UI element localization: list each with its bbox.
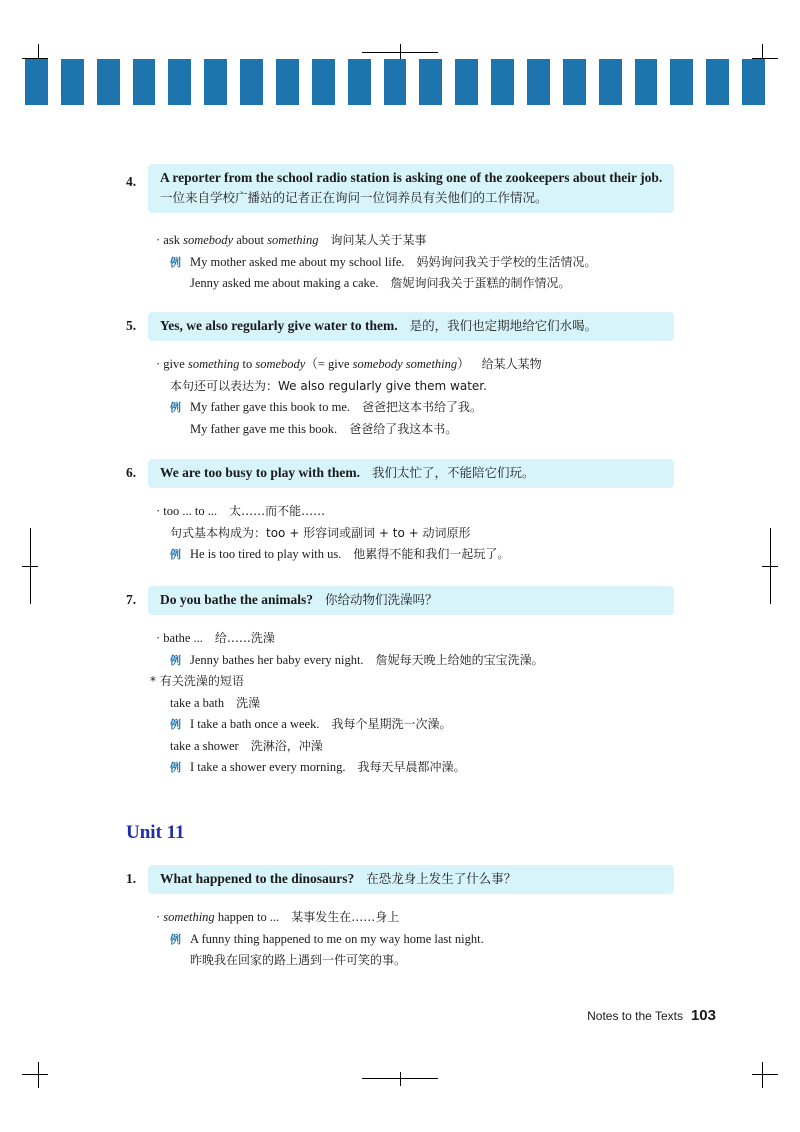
sentence-chinese: 在恐龙身上发生了什么事？ — [366, 871, 517, 886]
sentence-chinese: 我们太忙了，不能陪它们玩。 — [372, 465, 535, 480]
crop-mark — [400, 44, 401, 60]
sentence-highlight — [148, 459, 674, 488]
item-number: 7. — [126, 592, 137, 607]
sentence-highlight — [148, 865, 674, 894]
phrase-line: take a bath 洗澡 — [170, 695, 261, 710]
sentence-english: Do you bathe the animals? — [160, 592, 314, 607]
item-number: 5. — [126, 318, 137, 333]
crop-mark — [400, 1072, 401, 1086]
crop-mark — [762, 566, 778, 567]
example-mark: 例 — [170, 653, 181, 667]
example-mark: 例 — [170, 761, 181, 774]
item-notes — [156, 354, 674, 440]
sentence-english: A reporter from the school radio station is asking one of the zookeepers about their job. — [160, 170, 663, 185]
sentence-chinese: 是的，我们也定期地给它们水喝。 — [409, 318, 598, 333]
sentence-highlight — [148, 312, 674, 341]
example-mark: 例 — [170, 401, 181, 414]
crop-mark — [752, 1074, 778, 1075]
unit-title: Unit 11 — [126, 822, 185, 843]
item-notes — [156, 907, 674, 972]
page-number: 103 — [690, 1007, 716, 1024]
example-mark: 例 — [170, 718, 181, 731]
item-number: 6. — [126, 465, 137, 480]
crop-mark — [22, 566, 38, 567]
sentence-chinese: 你给动物们洗澡吗？ — [325, 592, 438, 607]
example-line: Jenny asked me about making a cake. 詹妮询问我关于蛋糕的制作情况。 — [190, 276, 571, 290]
example-line: 例 My father gave this book to me. 爸爸把这本书给了我。 — [156, 397, 674, 419]
related-heading: * 有关洗澡的短语 — [150, 674, 244, 688]
example-mark: 例 — [170, 255, 181, 269]
item-number: 4. — [126, 174, 137, 189]
footer-label: Notes to the Texts — [587, 1009, 683, 1023]
item-notes — [156, 230, 674, 295]
example-mark: 例 — [170, 548, 181, 561]
structure-line: 句式基本构成为：too + 形容词或副词 + to + 动词原形 — [170, 525, 471, 540]
example-mark: 例 — [170, 932, 181, 946]
item-notes — [150, 628, 674, 779]
phrase-line: take a shower 洗淋浴，冲澡 — [170, 738, 323, 753]
sentence-english: We are too busy to play with them. — [160, 465, 361, 480]
phrase-line: · too ... to ... 太……而不能…… — [156, 504, 326, 518]
example-line: 例 Jenny bathes her baby every night. 詹妮每天晚上给她的宝宝洗澡。 — [156, 650, 674, 672]
crop-mark — [38, 1062, 39, 1088]
sentence-highlight — [148, 586, 674, 615]
item-number: 1. — [126, 871, 137, 886]
sentence-english: What happened to the dinosaurs? — [160, 871, 355, 886]
sentence-english: Yes, we also regularly give water to them. — [160, 318, 398, 333]
example-line: 例 I take a bath once a week. 我每个星期洗一次澡。 — [156, 714, 674, 736]
example-line: 例 I take a shower every morning. 我每天早晨都冲澡。 — [156, 757, 674, 779]
phrase-line: · something happen to ... 某事发生在……身上 — [156, 910, 400, 924]
crop-mark — [22, 1074, 48, 1075]
phrase-line: · give something to somebody（= give somebody something） 给某人某物 — [156, 357, 542, 371]
alternative-line: 本句还可以表达为：We also regularly give them water. — [170, 378, 487, 393]
example-line: 例 He is too tired to play with us. 他累得不能和我们一起玩了。 — [156, 544, 674, 566]
page-footer — [587, 1007, 716, 1024]
header-stripe-band — [25, 59, 765, 105]
item-notes — [156, 501, 674, 566]
sentence-chinese: 一位来自学校广播站的记者正在询问一位饲养员有关他们的工作情况。 — [160, 190, 548, 205]
example-line: 例 My mother asked me about my school life. 妈妈询问我关于学校的生活情况。 — [156, 252, 674, 274]
phrase-line: · bathe ... 给……洗澡 — [156, 631, 275, 645]
crop-mark — [762, 1062, 763, 1088]
example-line: My father gave me this book. 爸爸给了我这本书。 — [190, 421, 458, 436]
phrase-line: · ask somebody about something 询问某人关于某事 — [156, 233, 427, 247]
sentence-highlight — [148, 164, 674, 213]
example-line: 例 A funny thing happened to me on my way home last night. — [156, 929, 674, 951]
example-translation: 昨晚我在回家的路上遇到一件可笑的事。 — [190, 953, 407, 967]
